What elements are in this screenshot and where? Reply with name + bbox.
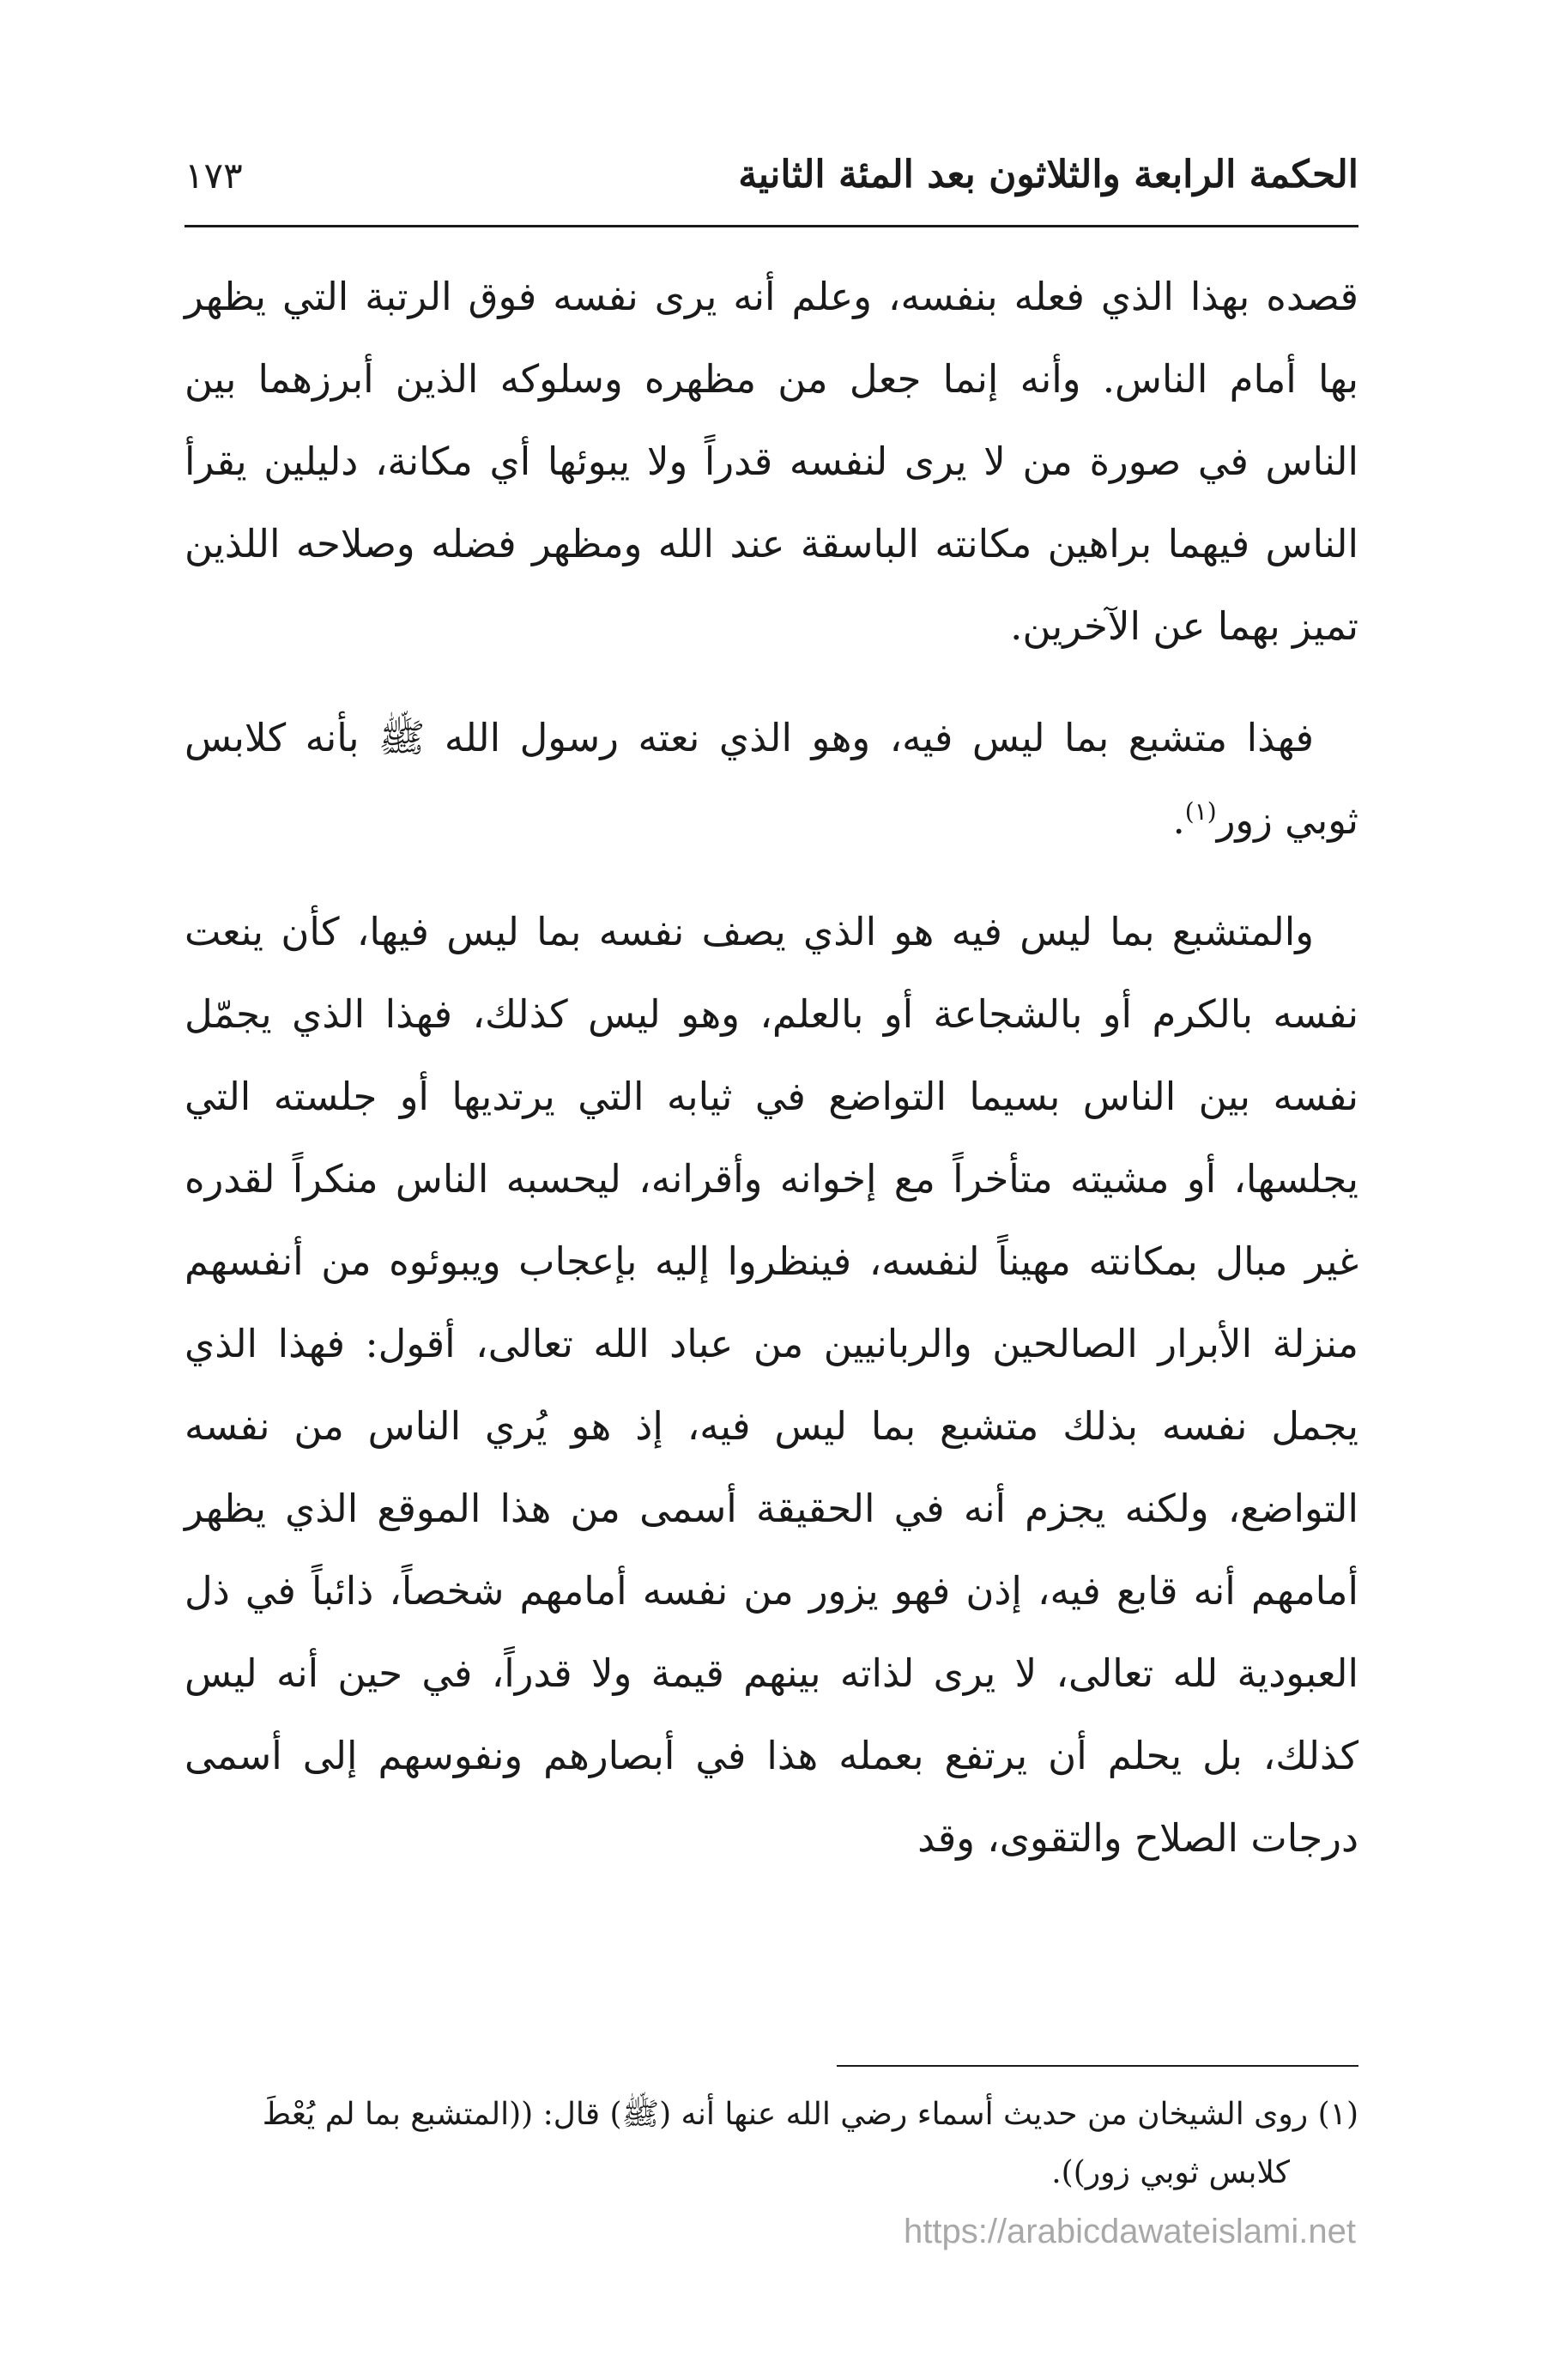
paragraph-1: [185, 256, 1358, 668]
page-header: [185, 146, 1358, 215]
page-number: ١٧٣: [185, 154, 243, 197]
footnote-line-1: [185, 2086, 1358, 2144]
running-title: الحكمة الرابعة والثلاثون بعد المئة الثانية: [738, 153, 1358, 197]
paragraph-2: [185, 697, 1358, 862]
paragraph-2-text: فهذا متشبع بما ليس فيه، وهو الذي نعته رسول الله ﷺ بأنه كلابس ثوبي زور: [185, 715, 1358, 843]
footnote-number: (١): [1317, 2097, 1358, 2132]
footnote-line-2: كلابس ثوبي زور)).: [1051, 2155, 1290, 2190]
footnote-text-1: روى الشيخان من حديث أسماء رضي الله عنها أنه (ﷺ) قال: ((المتشبع بما لم يُعْطَ: [262, 2097, 1309, 2132]
paragraph-1-text: قصده بهذا الذي فعله بنفسه، وعلم أنه يرى نفسه فوق الرتبة التي يظهر بها أمام الناس. وأنه إنما جعل من مظهره وسلوكه الذين أبرزهما بين الناس في صورة من لا يرى لنفسه قدراً ولا يبوئها أي مكانة، دليلين يقرأ الناس فيهما براهين مكانته الباسقة عند الله ومظهر فضله وصلاحه اللذين تميز بهما عن الآخرين.: [185, 274, 1358, 649]
paragraph-3-text: والمتشبع بما ليس فيه هو الذي يصف نفسه بما ليس فيها، كأن ينعت نفسه بالكرم أو بالشجاعة أو بالعلم، وهو ليس كذلك، فهذا الذي يجمّل نفسه بين الناس بسيما التواضع في ثيابه التي يرتديها أو جلسته التي يجلسها، أو مشيته متأخراً مع إخوانه وأقرانه، ليحسبه الناس منكراً لقدره غير مبال بمكانته مهيناً لنفسه، فينظروا إليه بإعجاب ويبوئوه من أنفسهم منزلة الأبرار الصالحين والربانيين من عباد الله تعالى، أقول: فهذا الذي يجمل نفسه بذلك متشبع بما ليس فيه، إذ هو يُري الناس من نفسه التواضع، ولكنه يجزم أنه في الحقيقة أسمى من هذا الموقع الذي يظهر أمامهم أنه قابع فيه، إذن فهو يزور من نفسه أمامهم شخصاً، ذائباً في ذل العبودية لله تعالى، لا يرى لذاته بينهم قيمة ولا قدراً، في حين أنه ليس كذلك، بل يحلم أن يرتفع بعمله هذا في أبصارهم ونفوسهم إلى أسمى درجات الصلاح والتقوى، وقد: [185, 909, 1358, 1861]
footnote: [185, 2086, 1358, 2202]
watermark-url: https://arabicdawateislami.net: [904, 2213, 1356, 2250]
footnote-divider: [837, 2065, 1358, 2067]
paragraph-2-end: .: [1172, 797, 1185, 843]
footnote-reference[interactable]: (١): [1184, 797, 1217, 826]
main-text: [185, 256, 1358, 1909]
header-divider: [185, 225, 1358, 227]
paragraph-3: [185, 891, 1358, 1880]
